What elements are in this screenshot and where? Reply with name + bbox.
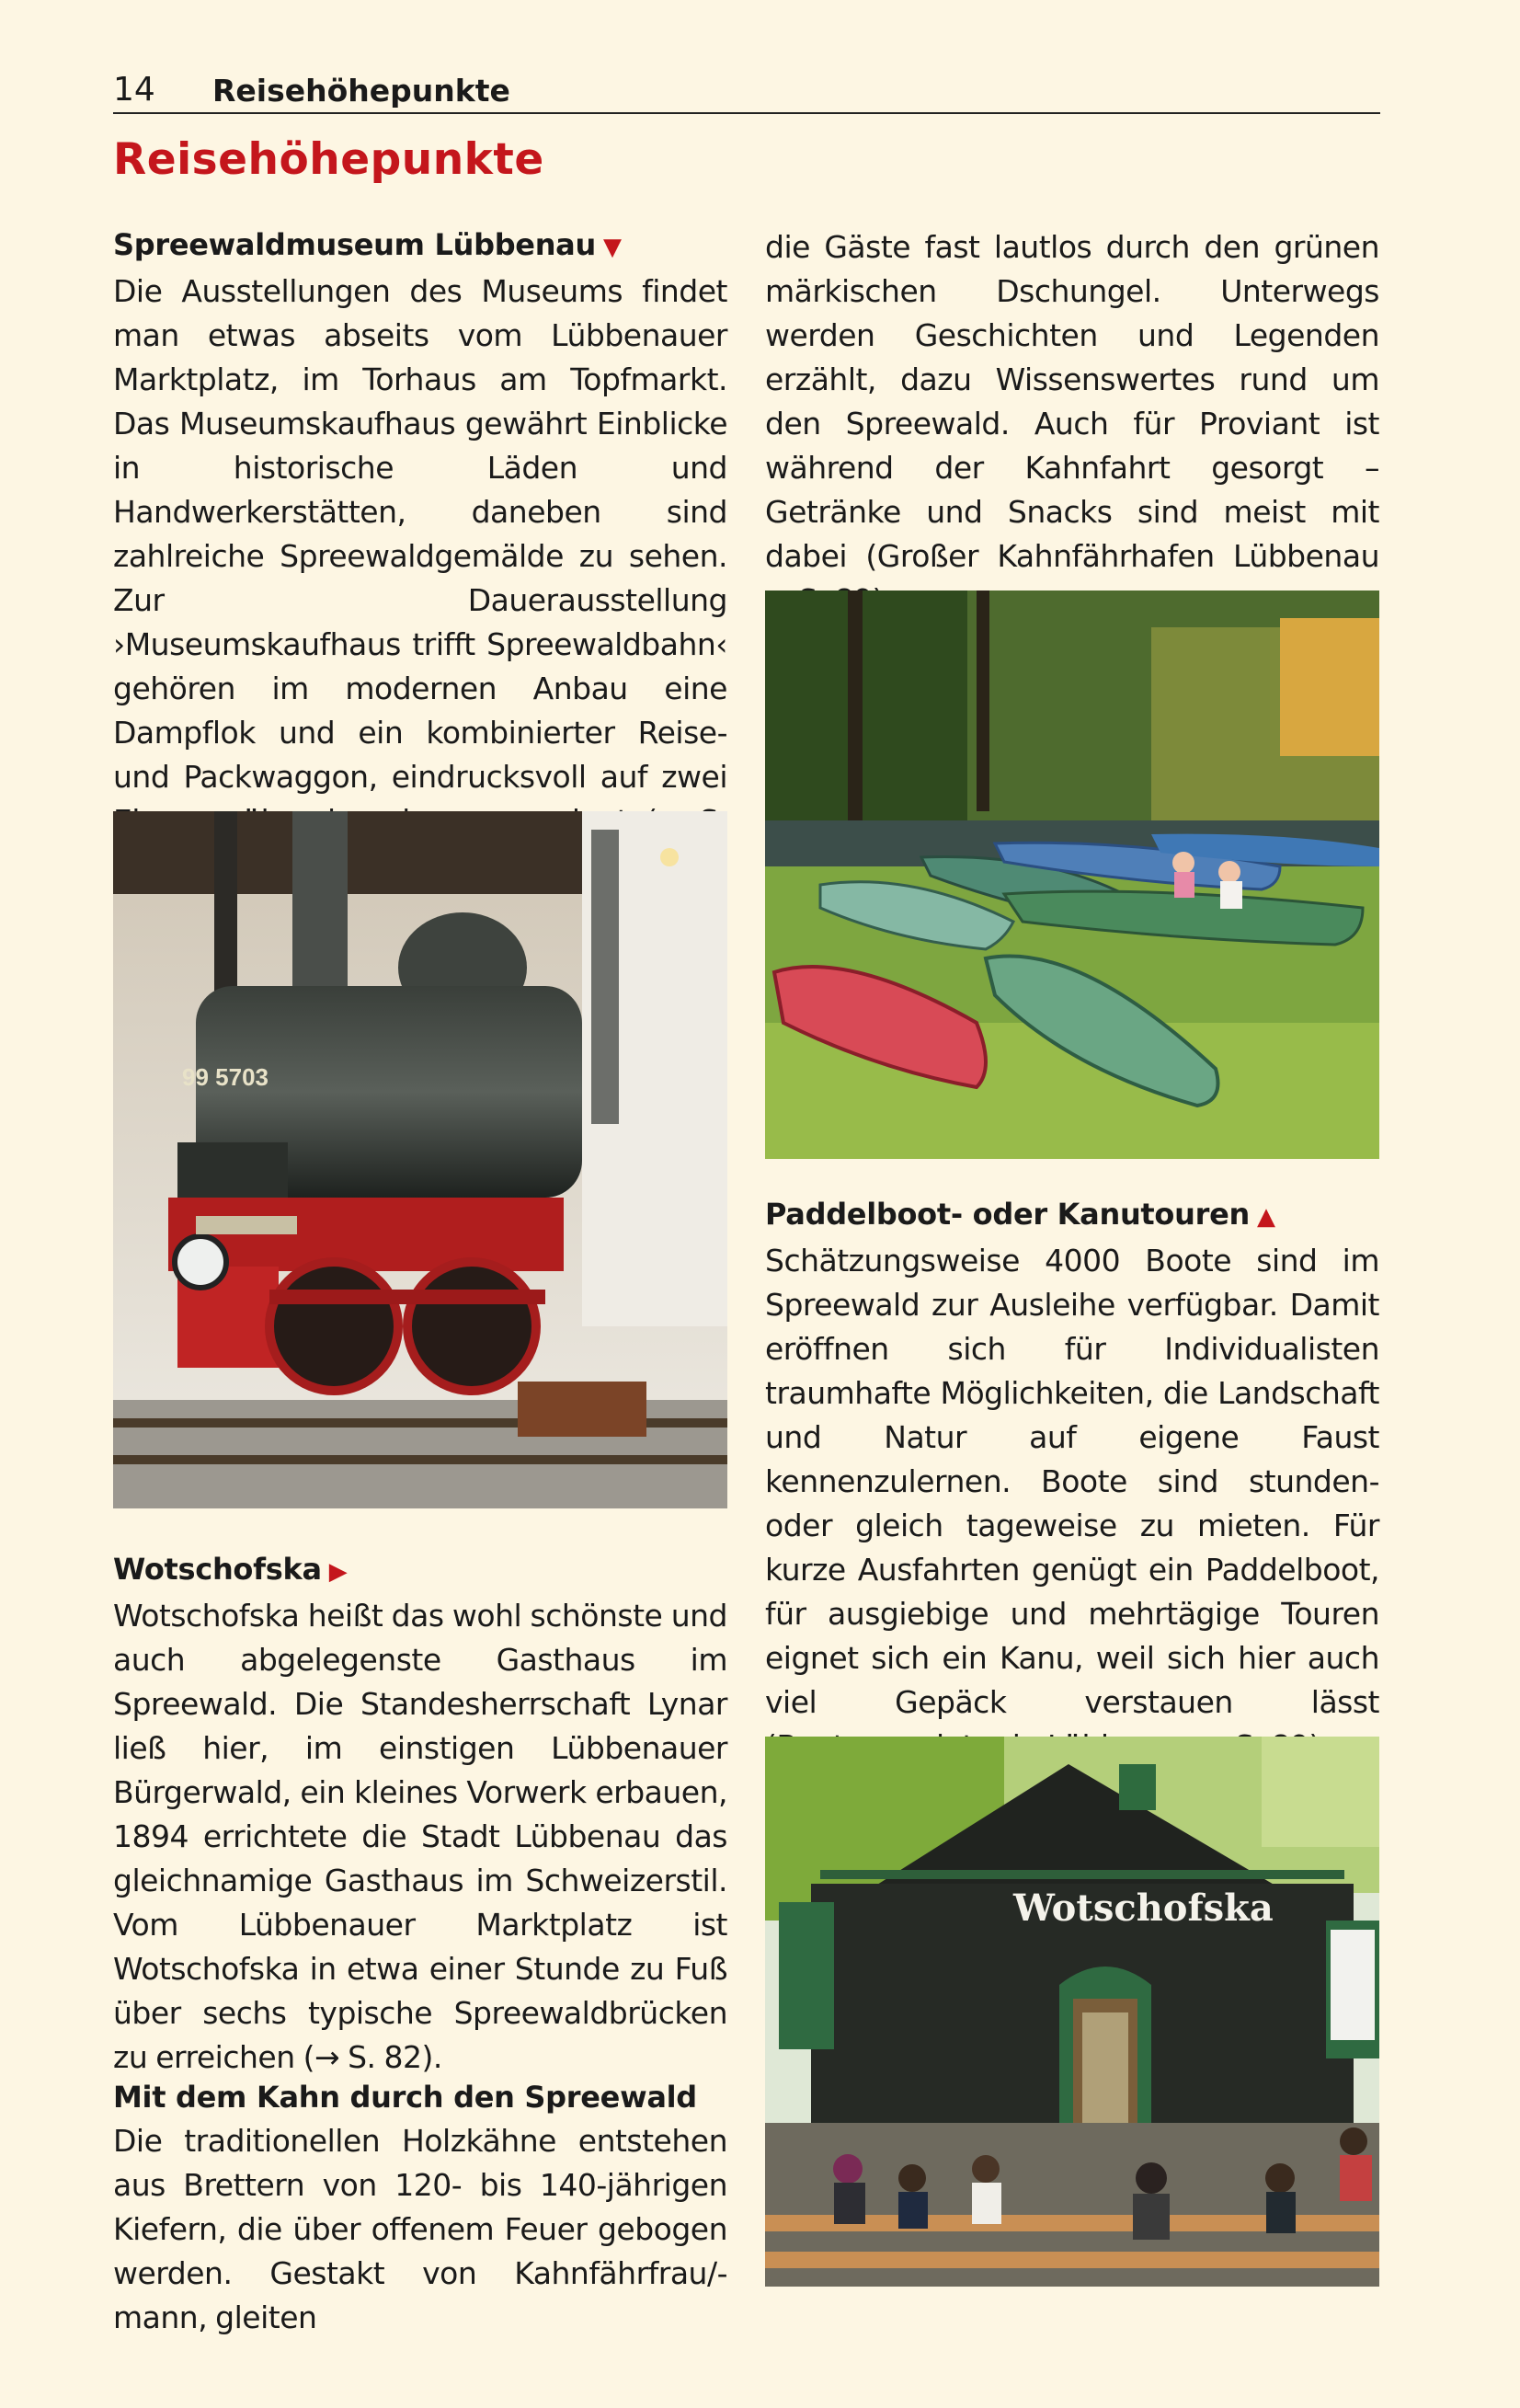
photo-wotschofska [765, 1737, 1379, 2287]
section-text: Wotschofska heißt das wohl schönste und auch abgelegenste Gasthaus im Spreewald. Die Standesherrschaft Lynar ließ hier, im einstigen Lübbenauer Bürgerwald, ein kleines Vorwerk erbauen, 1894 errichtete die Stadt Lübbenau das gleichnamige Gasthaus im Schweizerstil. Vom Lübbenauer Marktplatz ist Wotschofska in etwa einer Stunde zu Fuß über sechs typische Spreewaldbrücken zu erreichen (→ S. 82). [113, 1598, 727, 2075]
triangle-up-icon: ▲ [1256, 1203, 1275, 1231]
section-wotschofska [113, 1547, 727, 2080]
section-text: die Gäste fast lautlos durch den grünen märkischen Dschungel. Unterwegs werden Geschichten und Legenden erzählt, dazu Wissenswertes rund um den Spreewald. Auch für Proviant ist während der Kahnfahrt gesorgt – Getränke und Snacks sind meist mit dabei (Großer Kahnfährhafen Lübbenau [765, 229, 1379, 574]
left-column [113, 0, 727, 2408]
section-title: Paddelboot- oder Kanutouren ▲ [765, 1197, 1275, 1232]
section-title: Spreewaldmuseum Lübbenau ▼ [113, 227, 622, 262]
page-title: Reisehöhepunkte [113, 134, 544, 185]
right-column [765, 0, 1379, 2408]
section-title: Mit dem Kahn durch den Spreewald [113, 2080, 697, 2115]
section-text: Die traditionellen Holzkähne entstehen aus Brettern von 120- bis 140-jährigen Kiefern, die über offenem Feuer gebogen werden. Gestakt von Kahnfährfrau/-mann, gleiten [113, 2123, 727, 2335]
triangle-right-icon: ▶ [328, 1558, 348, 1586]
wotschofska-sign: Wotschofska [1013, 1886, 1274, 1930]
section-paddel [765, 1192, 1379, 1769]
section-museum [113, 223, 727, 888]
photo-canoes [765, 591, 1379, 1159]
running-title: Reisehöhepunkte [212, 73, 510, 109]
triangle-down-icon: ▼ [602, 234, 622, 261]
section-kahn-continued [765, 225, 1379, 623]
section-text: Die Ausstellungen des Museums findet man etwas abseits vom Lübbenauer Marktplatz, im Torhaus am Topfmarkt. Das Museumskaufhaus gewährt Einblicke in historische Läden und Handwerkerstätten, daneben sind zahlreiche Spreewaldgemälde zu sehen. Zur Dauerausstellung ›Museumskaufhaus trifft Spreewaldbahn‹ gehören im modernen Anbau eine Dampflok und ein kombinierter Reise- und Packwaggon, eindrucksvoll auf zwei [113, 273, 727, 795]
page-number: 14 [113, 71, 155, 109]
section-kahn [113, 2075, 727, 2340]
locomotive-number: 99 5703 [182, 1063, 269, 1091]
photo-locomotive [113, 811, 727, 1508]
section-title: Wotschofska ▶ [113, 1552, 348, 1587]
section-text: Schätzungsweise 4000 Boote sind im Spreewald zur Ausleihe verfügbar. Damit eröffnen sich für Individualisten traumhafte Möglichkeiten, die Landschaft und Natur auf eigene Faust kennenzulernen. Boote sind stunden- oder gleich tageweise zu mieten. Für kurze Ausfahrten genügt ein Paddelboot, für ausgiebige und mehrtägige Touren eignet sich ein Kanu, weil sich hier auch viel Gepäck verstauen lässt [765, 1243, 1379, 1720]
